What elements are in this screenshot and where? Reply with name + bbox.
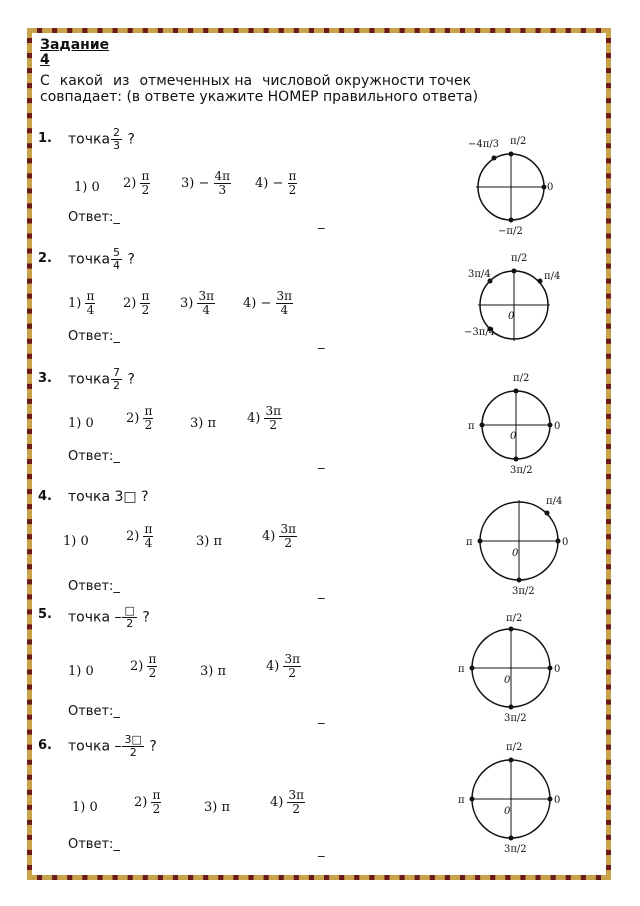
question-fraction: $\frac{3□}{2}$ (124, 733, 142, 759)
unit-circle (464, 253, 561, 341)
circle-label: −4π/3 (468, 139, 500, 150)
answer-blank[interactable]: _ (318, 585, 325, 600)
task-4 (0, 487, 640, 607)
task-number: 3. (38, 371, 52, 386)
circle-label: π (466, 537, 473, 548)
answer-label: Ответ:_ (68, 329, 120, 344)
answer-blank[interactable]: _ (318, 215, 325, 230)
intro-word: какой (59, 73, 103, 89)
question-prefix: точка (68, 738, 111, 755)
task-3 (0, 367, 640, 487)
task-2 (0, 247, 640, 367)
circle-label: 0 (554, 664, 561, 675)
unit-circle (458, 613, 561, 724)
intro-word: С (40, 73, 50, 89)
circle-label: π/2 (511, 253, 528, 264)
option-3[interactable]: 3) $\frac{3\pi}{4}$ (180, 289, 215, 317)
question: точка 3□ ? (68, 489, 149, 505)
question-suffix: ? (142, 609, 150, 626)
question: точка – $\frac{□}{2}$ ? (68, 604, 150, 630)
circle-label: π/2 (506, 613, 523, 624)
option-3[interactable]: 3) π (200, 664, 227, 679)
question-suffix: ? (149, 738, 157, 755)
option-2[interactable]: 2) $\frac{\pi}{4}$ (126, 522, 153, 550)
circle-label: 0 (510, 431, 517, 442)
task-6 (0, 733, 640, 858)
question-fraction: $\frac{5}{4}$ (113, 246, 121, 272)
circle-label: 0 (512, 548, 519, 559)
option-4[interactable]: 4) $\frac{3\pi}{2}$ (266, 652, 301, 680)
answer-label: Ответ:_ (68, 704, 120, 719)
question-suffix: ? (127, 131, 135, 148)
option-1[interactable]: 1) 0 (72, 800, 98, 815)
answer-blank[interactable]: _ (318, 335, 325, 350)
unit-circle (468, 373, 561, 476)
circle-label: 3π/2 (510, 465, 533, 476)
intro-word: из (112, 73, 130, 89)
intro-word: числовой окружности точек (262, 73, 472, 89)
option-4[interactable]: 4) $\frac{3\pi}{2}$ (270, 788, 305, 816)
circle-label: π/4 (544, 271, 561, 282)
task-number: 6. (38, 738, 52, 753)
option-1[interactable]: 1) 0 (74, 180, 100, 195)
option-4[interactable]: 4) − $\frac{\pi}{2}$ (255, 169, 297, 197)
question-suffix: ? (127, 371, 135, 388)
question-suffix: ? (127, 251, 135, 268)
task-title: Задание 4 (40, 37, 110, 68)
option-2[interactable]: 2) $\frac{\pi}{2}$ (123, 289, 150, 317)
question-prefix: точка (68, 609, 111, 626)
circle-label: 3π/2 (512, 586, 535, 597)
question-prefix: точка (68, 371, 111, 388)
answer-blank[interactable]: _ (318, 710, 325, 725)
answer-label: Ответ:_ (68, 449, 120, 464)
circle-label: π (468, 421, 475, 432)
circle-label: 0 (504, 675, 511, 686)
circle-label: 0 (554, 421, 561, 432)
task-number: 5. (38, 607, 52, 622)
question-prefix: точка (68, 251, 111, 268)
question-fraction: $\frac{2}{3}$ (113, 126, 121, 152)
question-prefix: точка (68, 131, 111, 148)
circle-label: 3π/4 (468, 269, 491, 280)
circle-label: −π/2 (498, 226, 523, 237)
circle-label: −3π/4 (464, 327, 496, 338)
circle-label: π (458, 795, 465, 806)
option-4[interactable]: 4) − $\frac{3\pi}{4}$ (243, 289, 293, 317)
unit-circle (468, 136, 554, 237)
option-2[interactable]: 2) $\frac{\pi}{2}$ (123, 169, 150, 197)
circle-label: π/2 (513, 373, 530, 384)
option-3[interactable]: 3) π (196, 534, 223, 549)
option-4[interactable]: 4) $\frac{3\pi}{2}$ (262, 522, 297, 550)
question (68, 367, 135, 392)
option-2[interactable]: 2) $\frac{\pi}{2}$ (130, 652, 157, 680)
circle-label: 0 (554, 795, 561, 806)
answer-label: Ответ:_ (68, 837, 120, 852)
option-2[interactable]: 2) $\frac{\pi}{2}$ (134, 788, 161, 816)
intro-line-2: совпадает: (в ответе укажите НОМЕР правильного ответа) (40, 89, 479, 105)
option-2[interactable]: 2) $\frac{\pi}{2}$ (126, 404, 153, 432)
task-number: 4. (38, 489, 52, 504)
answer-label: Ответ:_ (68, 579, 120, 594)
circle-label: 3π/2 (504, 713, 527, 724)
circle-label: 3π/2 (504, 844, 527, 855)
task-instructions (40, 73, 560, 105)
circle-label: π/2 (506, 742, 523, 753)
option-3[interactable]: 3) π (204, 800, 231, 815)
question-fraction: $\frac{7}{2}$ (113, 366, 121, 392)
question (68, 127, 135, 152)
circle-label: 0 (562, 537, 569, 548)
circle-label: 0 (508, 311, 515, 322)
task-5 (0, 605, 640, 725)
task-1 (0, 127, 640, 247)
question: точка – $\frac{3□}{2}$ ? (68, 733, 157, 759)
answer-blank[interactable]: _ (318, 843, 325, 858)
option-4[interactable]: 4) $\frac{3\pi}{2}$ (247, 404, 282, 432)
unit-circle (466, 496, 569, 597)
circle-label: π/4 (546, 496, 563, 507)
option-3[interactable]: 3) π (190, 416, 217, 431)
circle-label: 0 (547, 182, 554, 193)
option-1[interactable]: 1) 0 (68, 664, 94, 679)
option-3[interactable]: 3) − $\frac{4\pi}{3}$ (181, 169, 231, 197)
question (68, 247, 135, 272)
option-1[interactable]: 1) $\frac{\pi}{4}$ (68, 289, 95, 317)
intro-word: отмеченных на (139, 73, 253, 89)
circle-label: π/2 (510, 136, 527, 147)
task-number: 2. (38, 251, 52, 266)
option-1[interactable]: 1) 0 (68, 416, 94, 431)
answer-label: Ответ:_ (68, 210, 120, 225)
answer-blank[interactable]: _ (318, 455, 325, 470)
circle-label: 0 (504, 806, 511, 817)
unit-circle (458, 742, 561, 855)
circle-label: π (458, 664, 465, 675)
option-1[interactable]: 1) 0 (63, 534, 89, 549)
question-fraction: $\frac{□}{2}$ (124, 604, 135, 630)
task-number: 1. (38, 131, 52, 146)
